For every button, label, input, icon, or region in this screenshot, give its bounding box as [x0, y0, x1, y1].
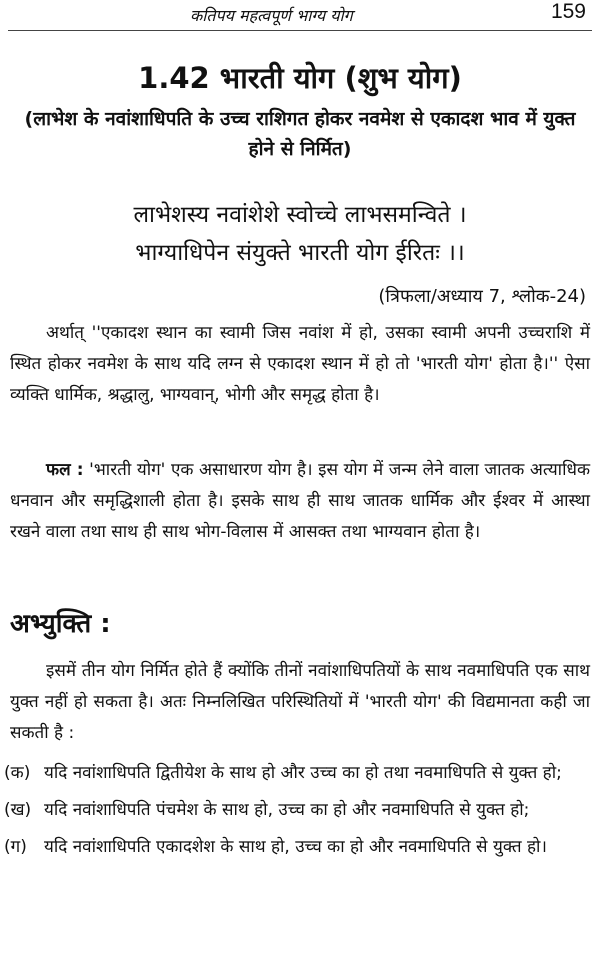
result-text: 'भारती योग' एक असाधारण योग है। इस योग में जन्म लेने वाला जातक अत्याधिक धनवान और समृद्धिशाली होता है। इसके साथ ही साथ जातक धार्मिक और ईश्वर में आस्था रखने वाला तथा साथ ही साथ भोग-विलास में आसक्त तथा भाग्यवान होता है।	[10, 460, 590, 542]
page-number: 159	[550, 0, 586, 23]
list-item	[0, 795, 600, 826]
list-item	[0, 758, 600, 789]
list-item-text: यदि नवांशाधिपति एकादशेश के साथ हो, उच्च का हो और नवमाधिपति से युक्त हो।	[44, 837, 547, 857]
shloka-line-2: भाग्याधिपेन संयुक्ते भारती योग ईरितः ।।	[135, 240, 465, 266]
remarks-text: इसमें तीन योग निर्मित होते हैं क्योंकि तीनों नवांशाधिपतियों के साथ नवमाधिपति एक साथ युक्त नहीं हो सकता है। अतः निम्नलिखित परिस्थितियों में 'भारती योग' की विद्यमानता कही जा सकती है :	[10, 661, 590, 743]
list-item-text: यदि नवांशाधिपति द्वितीयेश के साथ हो और उच्च का हो तथा नवमाधिपति से युक्त हो;	[44, 763, 562, 783]
shloka-line-1: लाभेशस्य नवांशेशे स्वोच्चे लाभसमन्विते ।	[133, 202, 467, 228]
list-marker: (ग)	[4, 837, 27, 857]
list-item-text: यदि नवांशाधिपति पंचमेश के साथ हो, उच्च का हो और नवमाधिपति से युक्त हो;	[44, 800, 530, 820]
remarks-paragraph	[10, 656, 590, 749]
conditions-list	[0, 758, 600, 869]
list-marker: (क)	[4, 763, 31, 783]
list-item	[0, 832, 600, 863]
page-header	[0, 0, 600, 30]
sanskrit-shloka	[0, 196, 600, 272]
remarks-heading: अभ्युक्ति :	[10, 609, 111, 639]
meaning-text: अर्थात् ''एकादश स्थान का स्वामी जिस नवांश में हो, उसका स्वामी अपनी उच्चराशि में स्थित होकर नवमेश के साथ यदि लग्न से एकादश स्थान में हो तो 'भारती योग' होता है।'' ऐसा व्यक्ति धार्मिक, श्रद्धालु, भाग्यवान्, भोगी और समृद्ध होता है।	[10, 323, 590, 405]
header-rule	[8, 30, 592, 31]
yoga-subtitle: (लाभेश के नवांशाधिपति के उच्च राशिगत होकर नवमेश से एकादश भाव में युक्त होने से निर्मित)	[24, 108, 576, 160]
result-paragraph	[10, 455, 590, 548]
result-label: फल :	[46, 460, 84, 480]
running-title: कतिपय महत्वपूर्ण भाग्य योग	[190, 6, 353, 25]
meaning-paragraph	[10, 318, 590, 411]
shloka-reference: (त्रिफला/अध्याय 7, श्लोक-24)	[378, 286, 586, 307]
yoga-title: 1.42 भारती योग (शुभ योग)	[138, 61, 462, 95]
list-marker: (ख)	[4, 800, 32, 820]
